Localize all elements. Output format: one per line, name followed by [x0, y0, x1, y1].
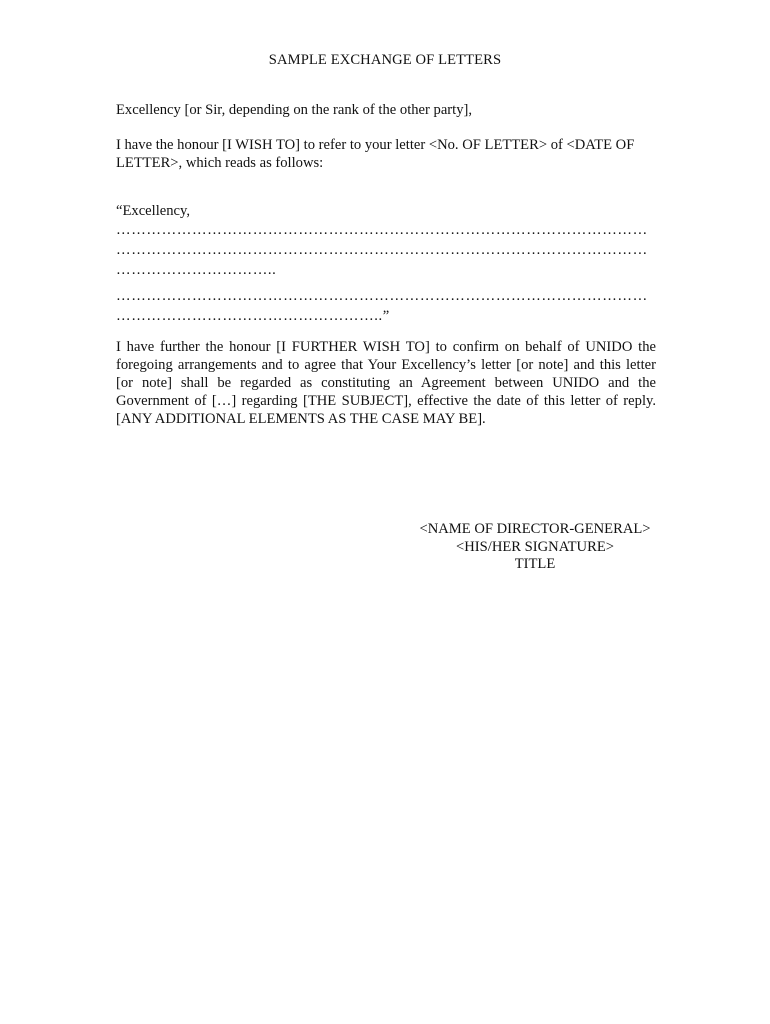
signatory-title: TITLE — [514, 556, 556, 572]
quoted-letter-placeholder-block-2 — [116, 286, 656, 326]
quoted-letter-opening: “Excellency, — [116, 203, 191, 219]
document-title: SAMPLE EXCHANGE OF LETTERS — [268, 52, 502, 68]
placeholder-dots-line: ………………………….. — [116, 262, 277, 278]
placeholder-dots-line: …………………………………………………………………………………………… — [116, 288, 648, 304]
signatory-signature: <HIS/HER SIGNATURE> — [456, 539, 614, 555]
opening-paragraph: I have the honour [I WISH TO] to refer to your letter <No. OF LETTER> of <DATE OF LETTER>, which reads as follows: — [116, 137, 635, 171]
signatory-name: <NAME OF DIRECTOR-GENERAL> — [419, 521, 651, 537]
confirmation-paragraph: I have further the honour [I FURTHER WISH TO] to confirm on behalf of UNIDO the foregoing arrangements and to agree that Your Excellency’s letter [or note] and this letter [or note] shall be regarded as constituting an Agreement between UNIDO and the Government of […] regarding [THE SUBJECT], effective the date of this letter of reply. [ANY ADDITIONAL ELEMENTS AS THE CASE MAY BE]. — [116, 339, 656, 427]
placeholder-dots-line: …………………………………………………………………………………………… — [116, 242, 648, 258]
quoted-letter-placeholder-block-1 — [116, 220, 656, 280]
salutation: Excellency [or Sir, depending on the rank of the other party], — [116, 102, 473, 118]
placeholder-dots-line: ……………………………………………..” — [116, 308, 390, 324]
placeholder-dots-line: …………………………………………………………………………………………… — [116, 222, 648, 238]
